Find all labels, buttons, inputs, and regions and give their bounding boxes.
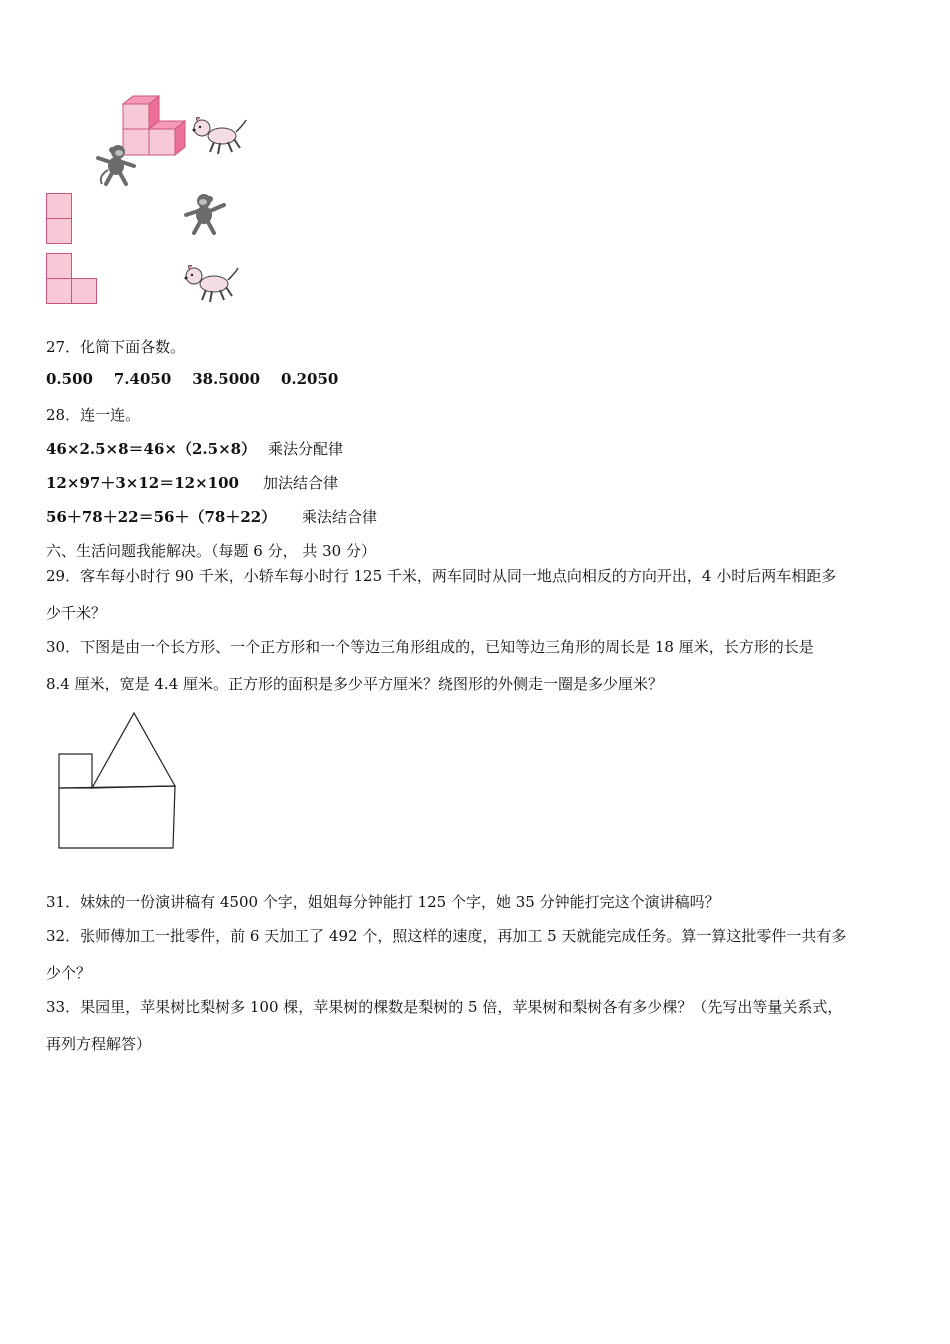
view-two-stacked-squares — [46, 193, 74, 245]
q27-title: 27．化简下面各数。 — [46, 338, 186, 356]
dog-icon — [190, 114, 248, 156]
q32-text: 少个？ — [46, 964, 92, 982]
q28-law: 乘法结合律 — [302, 508, 378, 526]
q27-number: 38.5000 — [192, 370, 261, 388]
q30-text: 30．下图是由一个长方形、一个正方形和一个等边三角形组成的，已知等边三角形的周长是 18 厘米，长方形的长是 — [46, 638, 814, 656]
q28-expression: 46×2.5×8＝46×（2.5×8） — [46, 440, 257, 458]
q29-text: 29．客车每小时行 90 千米，小轿车每小时行 125 千米，两车同时从同一地点向相反的方向开出，4 小时后两车相距多 — [46, 567, 837, 585]
q27-number: 0.500 — [46, 370, 93, 388]
view-l-shape-squares — [46, 253, 100, 305]
q28-title: 28．连一连。 — [46, 406, 141, 424]
cube-bottom-right — [149, 121, 185, 155]
q27-number: 7.4050 — [113, 370, 172, 388]
square-shape — [59, 754, 92, 788]
q32-text: 32．张师傅加工一批零件，前 6 天加工了 492 个，照这样的速度，再加工 5 天就能完成任务。算一算这批零件一共有多 — [46, 927, 847, 945]
rectangle-shape — [59, 786, 175, 848]
q28-expression: 12×97＋3×12＝12×100 — [46, 474, 239, 492]
monkey-icon — [92, 142, 138, 188]
q28-expression: 56＋78＋22＝56＋（78＋22） — [46, 508, 277, 526]
monkey-icon — [182, 191, 228, 237]
triangle-shape — [92, 713, 175, 788]
q31-text: 31．妹妹的一份演讲稿有 4500 个字，姐姐每分钟能打 125 个字，她 35 分钟能打完这个演讲稿吗？ — [46, 893, 720, 911]
q27-number: 0.2050 — [280, 370, 339, 388]
q30-composite-shape-figure — [56, 710, 180, 852]
section-heading: 六、生活问题我能解决。（每题 6 分， 共 30 分） — [46, 542, 376, 560]
q28-law: 加法结合律 — [263, 474, 339, 492]
q33-text: 33．果园里，苹果树比梨树多 100 棵，苹果树的棵数是梨树的 5 倍，苹果树和梨树各有多少棵？（先写出等量关系式， — [46, 998, 843, 1016]
q29-text: 少千米？ — [46, 604, 107, 622]
q28-law: 乘法分配律 — [268, 440, 344, 458]
q27-numbers — [46, 370, 338, 388]
dog-icon — [182, 262, 240, 304]
q30-text: 8.4 厘米，宽是 4.4 厘米。正方形的面积是多少平方厘米？绕图形的外侧走一圈是多少厘米？ — [46, 675, 664, 693]
cube-top — [123, 96, 159, 129]
q33-text: 再列方程解答） — [46, 1035, 152, 1053]
